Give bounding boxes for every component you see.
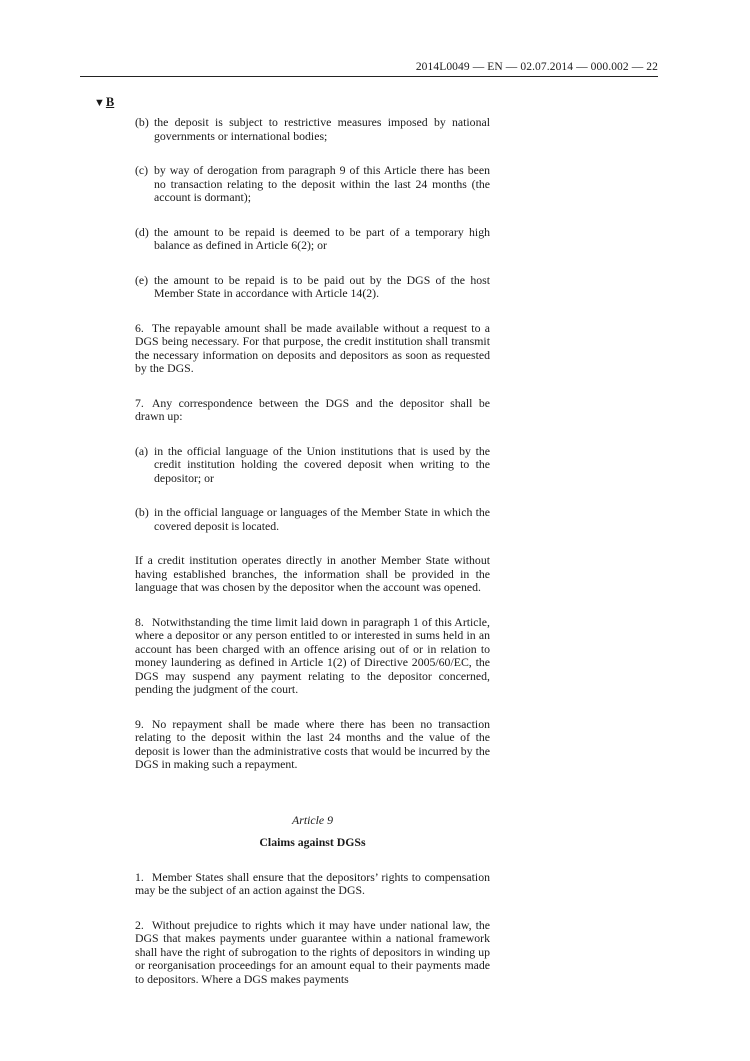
amendment-marker-letter: B [105, 95, 115, 109]
paragraph-7 [135, 397, 490, 424]
paragraph-7-tail: If a credit institution operates directly in another Member State without having established branches, the information shall be provided in the language that was chosen by the depositor when the account was opened. [135, 553, 490, 594]
paragraph-number: 7. [135, 395, 144, 410]
paragraph-number: 1. [135, 869, 144, 884]
list-item-text: by way of derogation from paragraph 9 of this Article there has been no transaction relating to the deposit within the last 24 months (the account is dormant); [154, 163, 490, 204]
list-item-text: in the official language of the Union institutions that is used by the credit institution holding the covered deposit when writing to the depositor; or [154, 443, 490, 485]
list-item [135, 226, 490, 253]
document-body [135, 116, 490, 986]
list-item-label: (c) [135, 163, 149, 177]
paragraph-number: 8. [135, 614, 144, 629]
paragraph-9 [135, 718, 490, 772]
list-item [135, 116, 490, 143]
article-9-paragraph-1 [135, 871, 490, 898]
list-item-label: (e) [135, 272, 149, 287]
article-9-paragraph-2 [135, 919, 490, 987]
paragraph-text: No repayment shall be made where there has been no transaction relating to the deposit within the last 24 months and the value of the deposit is lower than the administrative costs that would be incurred by the DGS in making such a repayment. [135, 716, 490, 771]
list-item [135, 274, 490, 301]
paragraph-number: 9. [135, 716, 144, 731]
amendment-marker [94, 95, 114, 110]
list-item-label: (d) [135, 224, 149, 239]
list-item [135, 164, 490, 205]
paragraph-8 [135, 616, 490, 697]
document-identifier: 2014L0049 — EN — 02.07.2014 — 000.002 — 22 [415, 61, 658, 73]
list-item [135, 445, 490, 486]
paragraph-text: Notwithstanding the time limit laid down in paragraph 1 of this Article, where a depositor or any person entitled to or interested in sums held in an account has been charged with an offence arising out of or in relation to money laundering as defined in Article 1(2) of Directive 2005/60/EC, the DGS may suspend any payment relating to the depositor concerned, pending the judgment of the court. [135, 614, 490, 696]
list-item-text: in the official language or languages of the Member State in which the covered deposit is located. [154, 505, 490, 533]
list-item-label: (b) [135, 505, 149, 519]
paragraph-text: Member States shall ensure that the depositors’ rights to compensation may be the subject of an action against the DGS. [135, 869, 490, 897]
paragraph-text: Any correspondence between the DGS and the depositor shall be drawn up: [135, 395, 490, 423]
triangle-marker-icon: ▼ [94, 97, 105, 109]
article-heading: Claims against DGSs [259, 835, 366, 849]
list-item-text: the amount to be repaid is to be paid out by the DGS of the host Member State in accordance with Article 14(2). [154, 272, 490, 300]
paragraph-text: Without prejudice to rights which it may have under national law, the DGS that makes payments under guarantee within a national framework shall have the right of subrogation to the rights of depositors in winding up or reorganisation proceedings for an amount equal to their payments made to depositors. Where a DGS makes payments [135, 917, 490, 986]
list-item-text: the amount to be repaid is deemed to be part of a temporary high balance as defined in Article 6(2); or [154, 224, 490, 252]
paragraph-number: 2. [135, 917, 144, 932]
paragraph-text: The repayable amount shall be made available without a request to a DGS being necessary. For that purpose, the credit institution shall transmit the necessary information on deposits and depositors as soon as requested by the DGS. [135, 320, 490, 375]
article-title: Article 9 [292, 812, 333, 827]
header-rule [80, 76, 658, 77]
list-item [135, 506, 490, 533]
list-item-text: the deposit is subject to restrictive measures imposed by national governments or international bodies; [154, 115, 490, 143]
list-item-label: (b) [135, 115, 149, 129]
paragraph-6 [135, 322, 490, 376]
list-item-label: (a) [135, 443, 149, 458]
paragraph-number: 6. [135, 320, 144, 335]
